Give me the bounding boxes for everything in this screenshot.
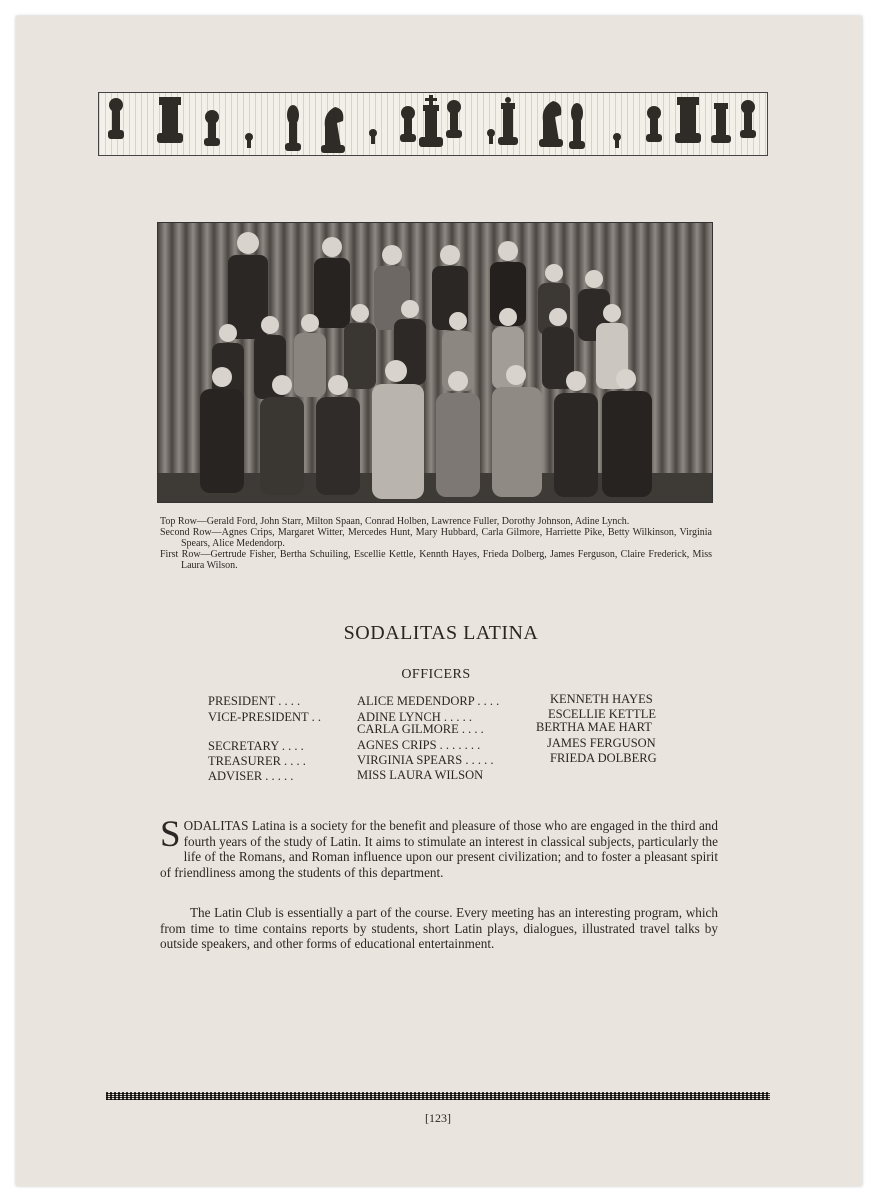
officer-label-vice-president: VICE-PRESIDENT . . [208,710,321,724]
officer-label-adviser: ADVISER . . . . . [208,769,294,783]
officer-treasurer-first: VIRGINIA SPEARS . . . . . [357,753,494,767]
chess-pieces-banner [98,92,768,156]
officer-secretary-second: JAMES FERGUSON [547,736,656,750]
officer-treasurer-second: FRIEDA DOLBERG [550,751,657,765]
footer-dotted-rule [106,1092,770,1100]
yearbook-page [16,16,862,1186]
officer-adviser-first: MISS LAURA WILSON [357,768,484,782]
officer-vice-president-first: ADINE LYNCH . . . . . [357,710,473,724]
officers-heading: OFFICERS [401,667,471,682]
page-number: [123] [425,1111,451,1125]
officer-vice-president-second: ESCELLIE KETTLE [548,707,656,721]
officer-president-first: ALICE MEDENDORP . . . . [357,694,500,708]
officer-label-treasurer: TREASURER . . . . [208,754,306,768]
page-title: SODALITAS LATINA [343,622,539,644]
caption-top-row: Top Row—Gerald Ford, John Starr, Milton Spaan, Conrad Holben, Lawrence Fuller, Dorothy Johnson, Adine Lynch. [160,516,630,527]
officer-vice-president-first-2: CARLA GILMORE . . . . [357,722,484,736]
photo-caption [160,516,712,571]
paragraph-latin-club: The Latin Club is essentially a part of the course. Every meeting has an interesting program, which from time to time contains reports by students, short Latin plays, dialogues, illustrated travel talks by outside speakers, and other forms of educational entertainment. [160,905,718,952]
officer-label-president: PRESIDENT . . . . [208,694,301,708]
caption-first-row: First Row—Gertrude Fisher, Bertha Schuiling, Escellie Kettle, Kennth Hayes, Frieda Dolberg, James Ferguson, Claire Frederick, Miss Laura Wilson. [160,549,712,571]
caption-second-row: Second Row—Agnes Crips, Margaret Witter, Mercedes Hunt, Mary Hubbard, Carla Gilmore, Harriette Pike, Betty Wilkinson, Virginia Spears, Alice Medendorp. [160,527,712,549]
paragraph-intro-text: ODALITAS Latina is a society for the benefit and pleasure of those who are engaged in the third and fourth years of the study of Latin. It aims to stimulate an interest in classical subjects, particularly the life of the Romans, and Roman influence upon our present civilization; and to foster a pleasant spirit of friendliness among the students of this department. [160,818,718,880]
officer-label-secretary: SECRETARY . . . . [208,739,304,753]
chess-pieces-illustration [99,93,767,155]
paragraph-intro [160,814,718,880]
group-photo-illustration [158,223,712,502]
officer-secretary-first: AGNES CRIPS . . . . . . . [357,738,481,752]
club-group-photo [157,222,713,503]
officer-president-second: KENNETH HAYES [550,692,653,706]
drop-cap: S [160,814,181,855]
officer-vice-president-second-2: BERTHA MAE HART [536,720,652,734]
